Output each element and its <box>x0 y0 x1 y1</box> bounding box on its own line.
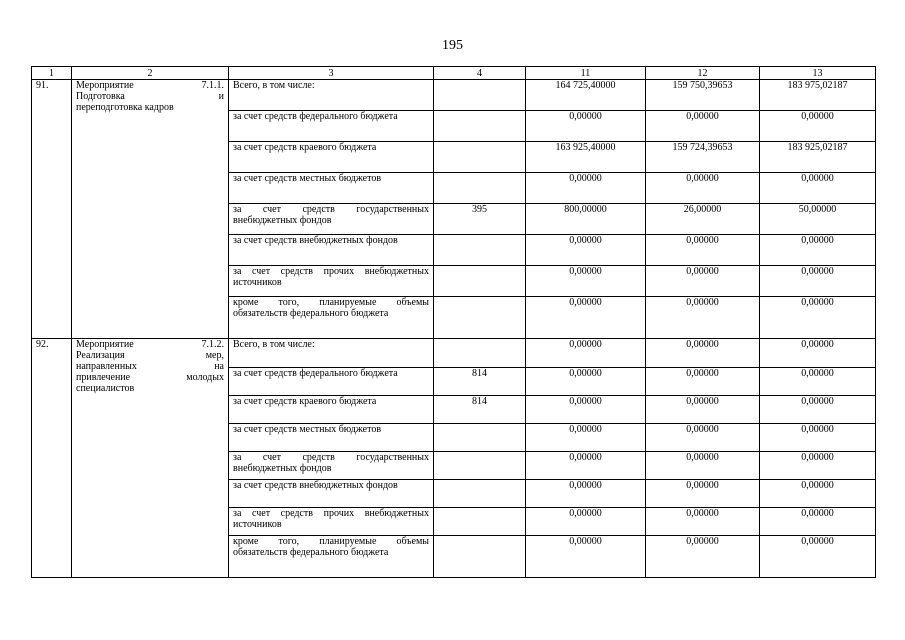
funding-source <box>229 297 434 339</box>
value-cell: 0,00000 <box>526 235 646 266</box>
value-cell: 0,00000 <box>760 508 876 536</box>
value-cell: 0,00000 <box>646 508 760 536</box>
budget-code: 814 <box>434 368 526 396</box>
funding-source-line: обязательств федерального бюджета <box>233 308 389 319</box>
funding-source-line: источников <box>233 519 282 530</box>
funding-source <box>229 111 434 142</box>
value-cell: 0,00000 <box>526 396 646 424</box>
budget-code <box>434 339 526 368</box>
funding-source-line: внебюджетных фондов <box>233 463 332 474</box>
header-cell: 11 <box>526 67 646 80</box>
event-name-line: Реализация мер, <box>76 350 224 361</box>
row-number: 92. <box>32 339 72 578</box>
funding-source <box>229 508 434 536</box>
header-cell: 12 <box>646 67 760 80</box>
value-cell: 0,00000 <box>526 424 646 452</box>
event-name-line: переподготовка кадров <box>76 102 174 113</box>
funding-source-line: за счет средств краевого бюджета <box>233 142 377 153</box>
header-cell: 3 <box>229 67 434 80</box>
table-row <box>32 339 876 368</box>
value-cell: 0,00000 <box>526 368 646 396</box>
funding-source-line: за счет средств прочих внебюджетных <box>233 508 429 519</box>
budget-code <box>434 452 526 480</box>
value-cell: 26,00000 <box>646 204 760 235</box>
funding-source-line: Всего, в том числе: <box>233 80 315 91</box>
value-cell: 0,00000 <box>760 111 876 142</box>
header-cell: 4 <box>434 67 526 80</box>
value-cell: 0,00000 <box>760 235 876 266</box>
funding-source-line: Всего, в том числе: <box>233 339 315 350</box>
event-name-line: направленных на <box>76 361 224 372</box>
value-cell: 0,00000 <box>646 480 760 508</box>
value-cell: 0,00000 <box>760 266 876 297</box>
budget-code <box>434 111 526 142</box>
event-name-line: специалистов <box>76 383 135 394</box>
value-cell: 0,00000 <box>526 173 646 204</box>
budget-code <box>434 80 526 111</box>
funding-source-line: за счет средств местных бюджетов <box>233 424 382 435</box>
value-cell: 0,00000 <box>646 424 760 452</box>
value-cell: 0,00000 <box>646 368 760 396</box>
budget-code <box>434 142 526 173</box>
value-cell: 0,00000 <box>526 536 646 578</box>
funding-source-line: за счет средств внебюджетных фондов <box>233 235 398 246</box>
value-cell: 0,00000 <box>646 173 760 204</box>
value-cell: 0,00000 <box>760 368 876 396</box>
value-cell: 0,00000 <box>646 536 760 578</box>
funding-source-line: внебюджетных фондов <box>233 215 332 226</box>
header-cell: 1 <box>32 67 72 80</box>
funding-source <box>229 204 434 235</box>
value-cell: 159 724,39653 <box>646 142 760 173</box>
value-cell: 0,00000 <box>526 480 646 508</box>
funding-source-line: за счет средств прочих внебюджетных <box>233 266 429 277</box>
budget-table <box>31 66 876 578</box>
value-cell: 183 975,02187 <box>760 80 876 111</box>
funding-source <box>229 142 434 173</box>
funding-source-line: за счет средств внебюджетных фондов <box>233 480 398 491</box>
value-cell: 0,00000 <box>526 297 646 339</box>
value-cell: 0,00000 <box>760 173 876 204</box>
table-row <box>32 80 876 111</box>
value-cell: 0,00000 <box>646 235 760 266</box>
value-cell: 0,00000 <box>760 536 876 578</box>
header-row <box>32 67 876 80</box>
value-cell: 0,00000 <box>760 396 876 424</box>
funding-source-line: за счет средств федерального бюджета <box>233 111 398 122</box>
funding-source-line: за счет средств федерального бюджета <box>233 368 398 379</box>
event-name <box>72 339 229 578</box>
budget-code <box>434 297 526 339</box>
funding-source-line: обязательств федерального бюджета <box>233 547 389 558</box>
funding-source <box>229 266 434 297</box>
budget-code: 814 <box>434 396 526 424</box>
budget-code <box>434 235 526 266</box>
event-name-line: Мероприятие 7.1.1. <box>76 80 224 91</box>
page-number: 195 <box>442 38 463 53</box>
value-cell: 0,00000 <box>526 266 646 297</box>
funding-source <box>229 396 434 424</box>
header-cell: 13 <box>760 67 876 80</box>
value-cell: 183 925,02187 <box>760 142 876 173</box>
budget-code <box>434 424 526 452</box>
funding-source <box>229 424 434 452</box>
value-cell: 0,00000 <box>760 297 876 339</box>
value-cell: 0,00000 <box>646 396 760 424</box>
funding-source <box>229 452 434 480</box>
value-cell: 163 925,40000 <box>526 142 646 173</box>
funding-source <box>229 480 434 508</box>
value-cell: 0,00000 <box>760 424 876 452</box>
funding-source-line: за счет средств государственных <box>233 204 429 215</box>
event-name-line: Мероприятие 7.1.2. <box>76 339 224 350</box>
value-cell: 159 750,39653 <box>646 80 760 111</box>
value-cell: 800,00000 <box>526 204 646 235</box>
funding-source-line: за счет средств государственных <box>233 452 429 463</box>
value-cell: 0,00000 <box>646 111 760 142</box>
row-number: 91. <box>32 80 72 339</box>
budget-code: 395 <box>434 204 526 235</box>
value-cell: 50,00000 <box>760 204 876 235</box>
funding-source-line: за счет средств местных бюджетов <box>233 173 382 184</box>
funding-source <box>229 173 434 204</box>
value-cell: 0,00000 <box>526 111 646 142</box>
funding-source <box>229 235 434 266</box>
funding-source <box>229 339 434 368</box>
value-cell: 0,00000 <box>646 339 760 368</box>
budget-code <box>434 266 526 297</box>
value-cell: 0,00000 <box>760 480 876 508</box>
funding-source <box>229 536 434 578</box>
budget-code <box>434 173 526 204</box>
value-cell: 0,00000 <box>760 452 876 480</box>
funding-source <box>229 80 434 111</box>
value-cell: 0,00000 <box>526 339 646 368</box>
funding-source-line: кроме того, планируемые объемы <box>233 536 429 547</box>
funding-source <box>229 368 434 396</box>
funding-source-line: за счет средств краевого бюджета <box>233 396 377 407</box>
event-name-line: Подготовка и <box>76 91 224 102</box>
value-cell: 164 725,40000 <box>526 80 646 111</box>
value-cell: 0,00000 <box>760 339 876 368</box>
value-cell: 0,00000 <box>646 266 760 297</box>
header-cell: 2 <box>72 67 229 80</box>
funding-source-line: кроме того, планируемые объемы <box>233 297 429 308</box>
value-cell: 0,00000 <box>526 452 646 480</box>
budget-code <box>434 536 526 578</box>
budget-code <box>434 480 526 508</box>
event-name-line: привлечение молодых <box>76 372 224 383</box>
funding-source-line: источников <box>233 277 282 288</box>
value-cell: 0,00000 <box>646 297 760 339</box>
value-cell: 0,00000 <box>646 452 760 480</box>
value-cell: 0,00000 <box>526 508 646 536</box>
budget-code <box>434 508 526 536</box>
event-name <box>72 80 229 339</box>
